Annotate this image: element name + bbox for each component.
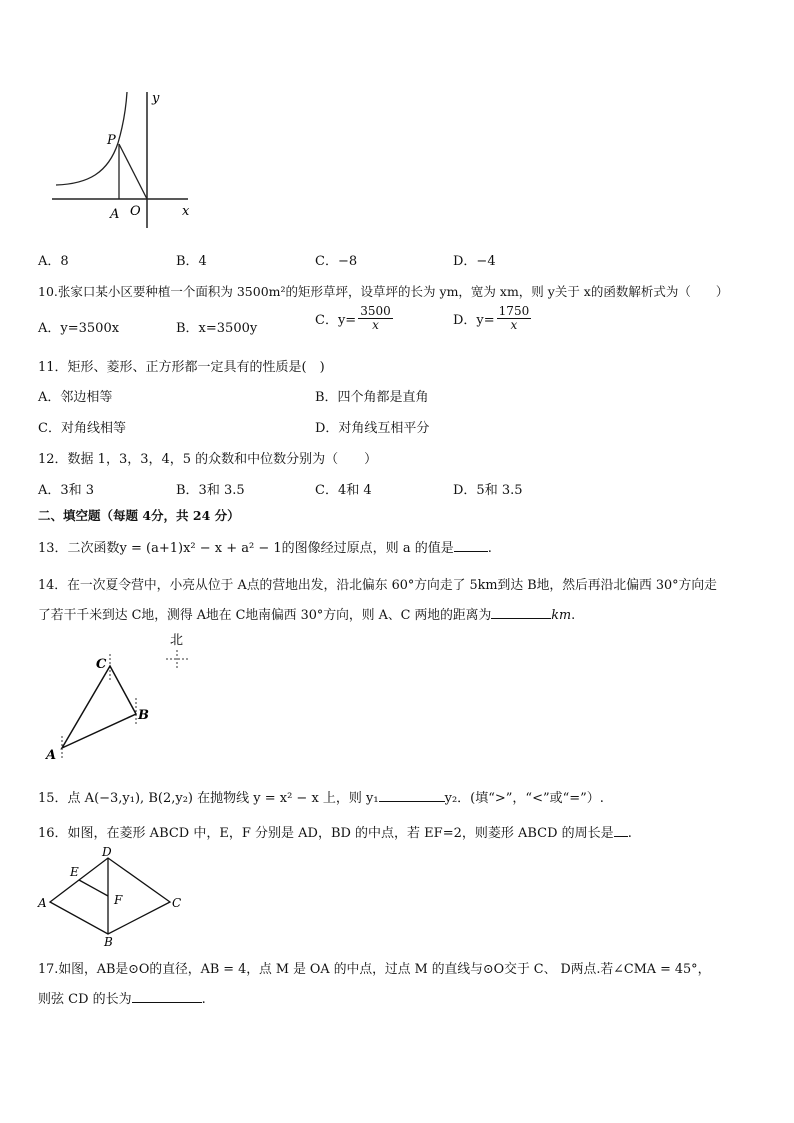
q10-c-numerator: 3500	[360, 304, 391, 318]
q12-stem: 12．数据 1，3，3，4，5 的众数和中位数分别为（ ）	[38, 452, 378, 467]
q9-option-d: D．−4	[453, 254, 496, 269]
q16-line	[38, 822, 632, 841]
label-e: E	[70, 865, 79, 879]
q15-end: y₂．(填“>”，“<”或“=”）.	[444, 791, 604, 806]
label-a: A	[110, 207, 120, 222]
q15-stem: 15．点 A(−3,y₁), B(2,y₂) 在抛物线 y = x² − x 上，则 y₁	[38, 791, 379, 806]
q10-d-denominator: x	[510, 318, 518, 333]
segment-ef	[79, 880, 108, 896]
rhombus-abcd	[50, 858, 170, 934]
q11-option-b: B．四个角都是直角	[315, 390, 429, 405]
q14-answer-blank	[491, 606, 551, 619]
q14-unit: km	[551, 608, 572, 623]
label-y: y	[152, 91, 160, 106]
q11-stem: 11．矩形、菱形、正方形都一定具有的性质是( )	[38, 360, 325, 375]
q16-figure	[34, 844, 194, 948]
q13-end: .	[487, 541, 492, 556]
q9-graph	[48, 88, 208, 233]
label-a: A	[38, 896, 47, 910]
label-b: B	[138, 708, 149, 723]
label-b: B	[104, 935, 113, 948]
q10-option-d-fraction	[497, 305, 532, 332]
label-p: P	[107, 133, 116, 148]
q15-answer-blank	[379, 789, 445, 802]
q17-stem: 则弦 CD 的长为	[38, 992, 132, 1007]
q17-line1: 17.如图，AB是⊙O的直径，AB = 4，点 M 是 OA 的中点，过点 M 的直线与⊙O交于 C、 D两点.若∠CMA = 45°，	[38, 962, 711, 977]
label-d: D	[102, 845, 112, 859]
q13-stem: 13．二次函数y = (a+1)x² − x + a² − 1的图像经过原点，则 a 的值是	[38, 541, 454, 556]
q14-figure	[40, 628, 200, 768]
q12-option-b: B．3和 3.5	[176, 483, 245, 498]
q14-line1: 14．在一次夏令营中，小亮从位于 A点的营地出发，沿北偏东 60°方向走了 5km到达 B地，然后再沿北偏西 30°方向走	[38, 578, 717, 593]
q17-line2	[38, 988, 206, 1007]
q17-answer-blank	[132, 990, 202, 1003]
q10-option-d	[453, 305, 533, 332]
q9-option-a: A．8	[38, 254, 69, 269]
q13-answer-blank	[454, 539, 488, 552]
hyperbola-curve	[56, 92, 127, 185]
q10-stem: 10.张家口某小区要种植一个面积为 3500m²的矩形草坪，设草坪的长为 ym，宽为 xm，则 y关于 x的函数解析式为（ ）	[38, 284, 729, 299]
segment-po	[119, 144, 147, 199]
q17-end: .	[201, 992, 206, 1007]
q10-option-c-fraction	[358, 305, 393, 332]
q11-option-a: A．邻边相等	[38, 390, 113, 405]
q10-d-numerator: 1750	[498, 304, 530, 318]
label-f: F	[114, 893, 123, 907]
q10-option-c-prefix: C．y=	[315, 313, 357, 329]
q14-end: .	[571, 608, 576, 623]
q10-option-d-prefix: D．y=	[453, 313, 495, 329]
label-x: x	[182, 204, 190, 219]
q12-option-d: D．5和 3.5	[453, 483, 523, 498]
q9-option-b: B．4	[176, 254, 207, 269]
label-c: C	[96, 657, 107, 672]
q11-option-c: C．对角线相等	[38, 421, 126, 436]
q10-option-b: B．x=3500y	[176, 321, 258, 336]
q14-line2	[38, 604, 575, 623]
q10-c-denominator: x	[372, 318, 379, 333]
triangle-abc	[62, 666, 136, 748]
q14-stem: 了若干千米到达 C地，测得 A地在 C地南偏西 30°方向，则 A、C 两地的距离为	[38, 608, 492, 623]
q12-option-a: A．3和 3	[38, 483, 95, 498]
q16-answer-blank	[614, 824, 628, 837]
q15-line	[38, 787, 604, 806]
label-o: O	[130, 204, 141, 219]
section-title-fill-in: 二、填空题（每题 4分，共 24 分）	[38, 508, 240, 523]
label-c: C	[172, 896, 182, 910]
q12-option-c: C．4和 4	[315, 483, 372, 498]
q10-option-c	[315, 305, 395, 332]
q9-option-c: C．−8	[315, 254, 358, 269]
q10-option-a: A．y=3500x	[38, 321, 120, 336]
label-a: A	[46, 748, 57, 763]
q11-option-d: D．对角线互相平分	[315, 421, 430, 436]
q16-stem: 16．如图，在菱形 ABCD 中，E，F 分别是 AD，BD 的中点，若 EF=2，则菱形 ABCD 的周长是	[38, 826, 614, 841]
north-label: 北	[170, 633, 184, 648]
q13-line	[38, 537, 492, 556]
q16-end: .	[627, 826, 632, 841]
